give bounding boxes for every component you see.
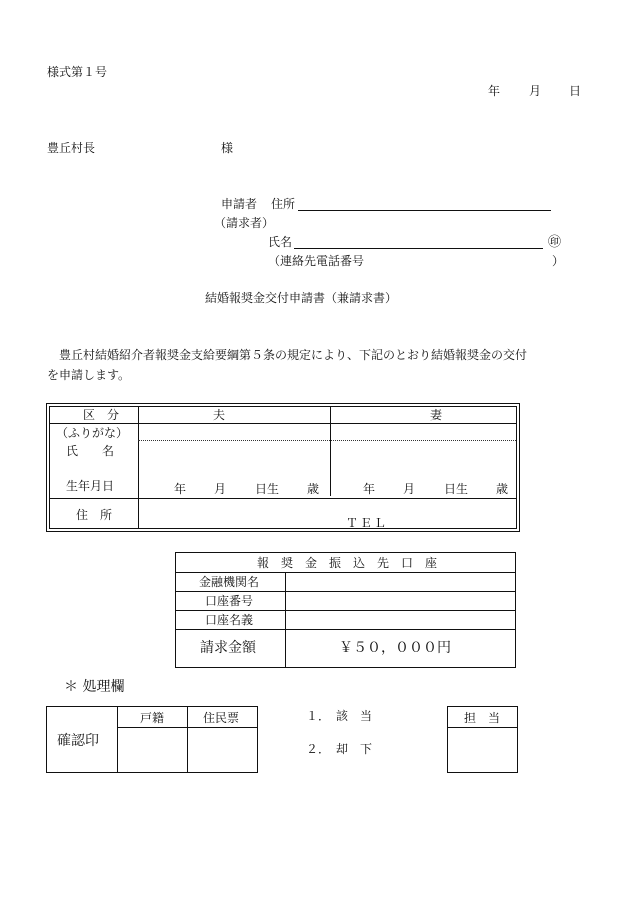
- husband-age: 歳: [307, 482, 320, 496]
- account-name-label: 口座名義: [205, 613, 254, 627]
- header-husband: 夫: [213, 408, 226, 422]
- body-line-2: を申請します。: [47, 368, 131, 382]
- phone-close: ）: [552, 254, 565, 268]
- confirm-divider-1: [117, 707, 118, 772]
- husband-birth-year: 年: [174, 482, 187, 496]
- institution-label: 金融機関名: [199, 575, 260, 589]
- option-applicable: １． 該 当: [306, 709, 373, 723]
- husband-birth-day: 日生: [255, 482, 280, 496]
- resident-card-label: 住民票: [203, 711, 240, 725]
- tel-label: ＴＥＬ: [346, 516, 389, 530]
- furigana-label: （ふりがな）: [56, 426, 129, 440]
- furigana-dashed-line: [138, 440, 516, 441]
- name-underline: [294, 248, 543, 249]
- person-in-charge-table: [447, 706, 518, 773]
- bank-account-table: [175, 552, 516, 668]
- date-year-label: 年: [488, 84, 501, 98]
- wife-birth-month: 月: [403, 482, 416, 496]
- header-category: 区 分: [83, 408, 120, 422]
- header-bottom-line: [50, 423, 516, 424]
- date-day-label: 日: [569, 84, 582, 98]
- name-label: 氏名: [268, 235, 293, 249]
- wife-birth-day: 日生: [444, 482, 469, 496]
- applicant-role: 申請者: [221, 197, 258, 211]
- wife-birth-year: 年: [363, 482, 376, 496]
- husband-birth-month: 月: [214, 482, 227, 496]
- phone-label: （連絡先電話番号: [268, 254, 365, 268]
- amount-value: ￥５０，０００円: [339, 640, 451, 656]
- bank-row1-line: [176, 591, 515, 592]
- address-row-label: 住 所: [76, 508, 113, 522]
- address-top-line: [50, 498, 516, 499]
- family-register-label: 戸籍: [140, 711, 165, 725]
- date-month-label: 月: [529, 84, 542, 98]
- header-wife: 妻: [430, 408, 443, 422]
- wife-age: 歳: [496, 482, 509, 496]
- bank-header-line: [176, 572, 515, 573]
- birthdate-label: 生年月日: [66, 479, 115, 493]
- person-in-charge-label: 担 当: [464, 711, 501, 725]
- applicant-role-alt: （請求者）: [214, 216, 275, 230]
- bank-row3-line: [176, 629, 515, 630]
- tanto-header-line: [448, 727, 517, 728]
- name-row-label: 氏 名: [66, 444, 115, 458]
- confirm-header-line: [117, 727, 257, 728]
- processing-title: ＊ 処理欄: [64, 679, 125, 695]
- bank-row2-line: [176, 610, 515, 611]
- bank-label-divider: [285, 572, 286, 667]
- confirm-divider-2: [187, 707, 188, 772]
- address-label: 住所: [271, 197, 296, 211]
- couple-info-table: [46, 403, 520, 532]
- table-divider-category: [138, 407, 139, 528]
- table-divider-spouses: [330, 407, 331, 496]
- couple-info-table-inner: [49, 406, 517, 529]
- addressee-honorific: 様: [221, 141, 234, 155]
- address-underline: [298, 210, 551, 211]
- confirm-seal-label: 確認印: [57, 733, 99, 749]
- option-rejected: ２． 却 下: [306, 742, 373, 756]
- seal-mark: ㊞: [548, 235, 562, 250]
- confirmation-table: [46, 706, 258, 773]
- amount-label: 請求金額: [200, 640, 256, 656]
- body-line-1: 豊丘村結婚紹介者報奨金支給要綱第５条の規定により、下記のとおり結婚報奨金の交付: [59, 348, 528, 362]
- addressee-name: 豊丘村長: [47, 141, 96, 155]
- bank-header: 報 奨 金 振 込 先 口 座: [257, 556, 438, 570]
- form-title: 結婚報奨金交付申請書（兼請求書）: [205, 291, 398, 305]
- account-number-label: 口座番号: [205, 594, 254, 608]
- form-number: 様式第１号: [47, 65, 108, 79]
